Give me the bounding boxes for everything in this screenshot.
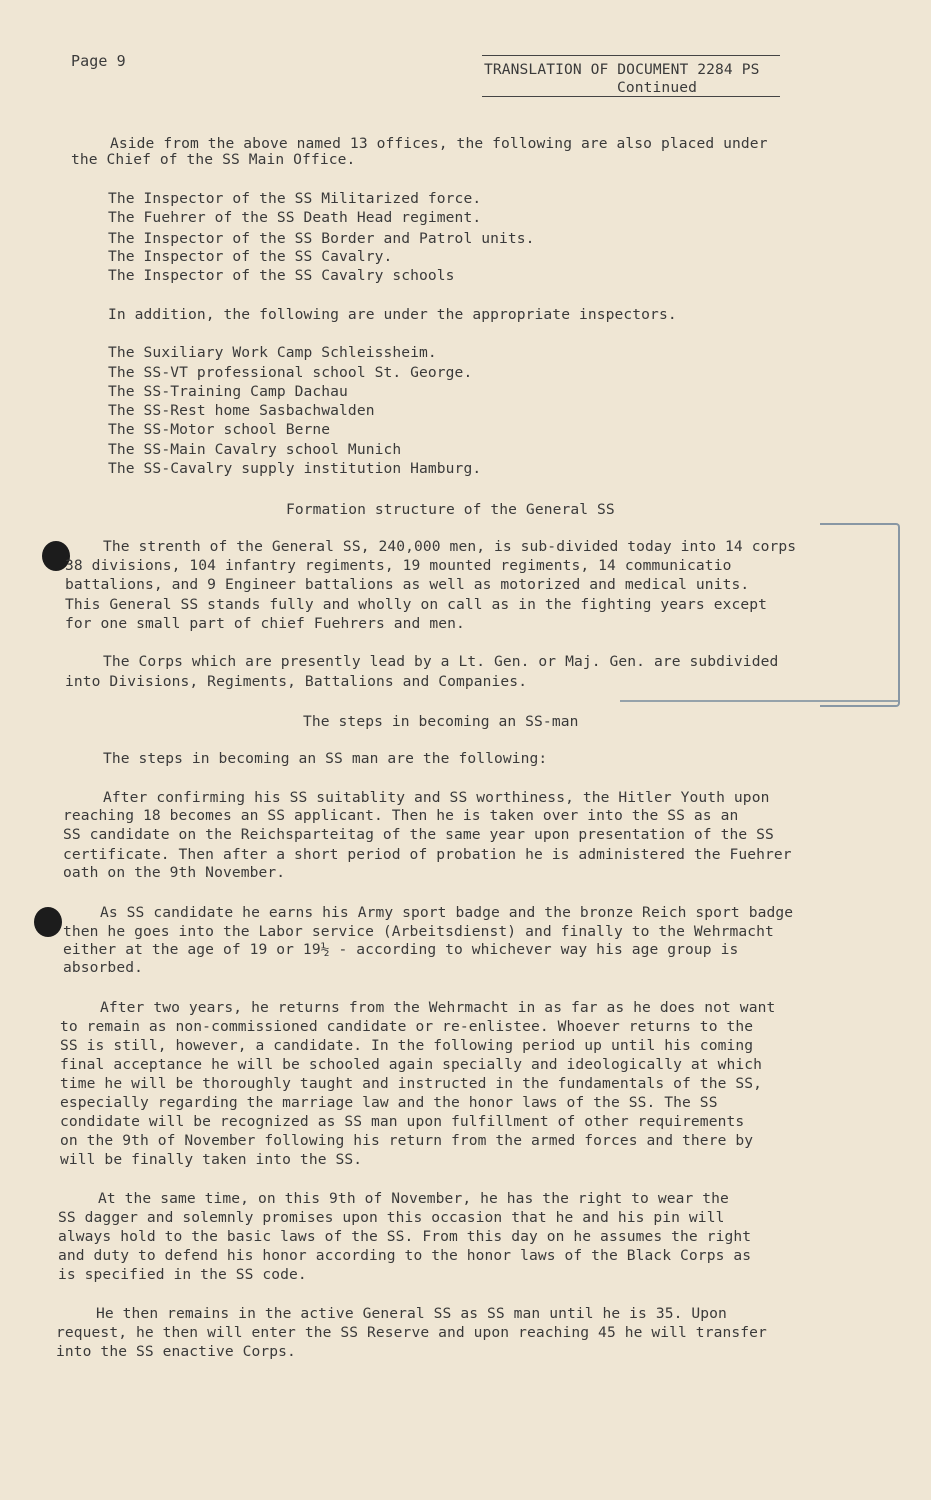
paragraph-line: always hold to the basic laws of the SS. From this day on he assumes the right bbox=[58, 1228, 752, 1245]
paragraph-line: final acceptance he will be schooled again specially and ideologically at which bbox=[60, 1056, 763, 1073]
punch-hole bbox=[34, 907, 62, 937]
paragraph-line: condidate will be recognized as SS man upon fulfillment of other requirements bbox=[60, 1113, 745, 1130]
section-heading: Formation structure of the General SS bbox=[286, 501, 615, 518]
document-title: TRANSLATION OF DOCUMENT 2284 PS bbox=[484, 61, 760, 78]
paragraph-line: especially regarding the marriage law and the honor laws of the SS. The SS bbox=[60, 1094, 718, 1111]
paragraph-line: for one small part of chief Fuehrers and men. bbox=[65, 615, 465, 632]
list-item: The Inspector of the SS Cavalry. bbox=[108, 248, 393, 265]
paragraph-line: The Corps which are presently lead by a Lt. Gen. or Maj. Gen. are subdivided bbox=[103, 653, 779, 670]
paragraph-line: then he goes into the Labor service (Arbeitsdienst) and finally to the Wehrmacht bbox=[63, 923, 774, 940]
paragraph-line: At the same time, on this 9th of November, he has the right to wear the bbox=[98, 1190, 729, 1207]
paragraph-line: and duty to defend his honor according to the honor laws of the Black Corps as bbox=[58, 1247, 752, 1264]
margin-bracket-mark bbox=[820, 523, 900, 707]
paragraph-line: into Divisions, Regiments, Battalions and Companies. bbox=[65, 673, 528, 690]
margin-bracket-underline bbox=[620, 700, 898, 702]
paragraph-line: This General SS stands fully and wholly on call as in the fighting years except bbox=[65, 596, 768, 613]
continued-label: Continued bbox=[617, 79, 697, 96]
paragraph-line: After confirming his SS suitablity and SS worthiness, the Hitler Youth upon bbox=[103, 789, 770, 806]
list-item: The Suxiliary Work Camp Schleissheim. bbox=[108, 344, 437, 361]
paragraph-line: will be finally taken into the SS. bbox=[60, 1151, 363, 1168]
list-item: The Inspector of the SS Cavalry schools bbox=[108, 267, 455, 284]
paragraph-line: oath on the 9th November. bbox=[63, 864, 286, 881]
list-item: The SS-Cavalry supply institution Hamburg. bbox=[108, 460, 482, 477]
list-item: The SS-Training Camp Dachau bbox=[108, 383, 348, 400]
header-rule-bottom bbox=[482, 96, 780, 97]
paragraph-line: After two years, he returns from the Wehrmacht in as far as he does not want bbox=[100, 999, 776, 1016]
paragraph-line: on the 9th of November following his return from the armed forces and there by bbox=[60, 1132, 754, 1149]
list-item: The SS-Rest home Sasbachwalden bbox=[108, 402, 375, 419]
paragraph-line: 38 divisions, 104 infantry regiments, 19 mounted regiments, 14 communicatio bbox=[65, 557, 732, 574]
paragraph-line: reaching 18 becomes an SS applicant. Then he is taken over into the SS as an bbox=[63, 807, 739, 824]
list-item: The SS-VT professional school St. George. bbox=[108, 364, 473, 381]
list-item: The SS-Main Cavalry school Munich bbox=[108, 441, 402, 458]
intro-line: the Chief of the SS Main Office. bbox=[71, 151, 356, 168]
list-item: The Fuehrer of the SS Death Head regiment. bbox=[108, 209, 482, 226]
paragraph-line: battalions, and 9 Engineer battalions as well as motorized and medical units. bbox=[65, 576, 750, 593]
steps-intro: The steps in becoming an SS man are the following: bbox=[103, 750, 548, 767]
list-item: The Inspector of the SS Militarized force. bbox=[108, 190, 482, 207]
paragraph-line: SS is still, however, a candidate. In the following period up until his coming bbox=[60, 1037, 754, 1054]
section-heading: The steps in becoming an SS-man bbox=[303, 713, 579, 730]
page-label: Page 9 bbox=[71, 52, 126, 70]
list-item: The Inspector of the SS Border and Patrol units. bbox=[108, 230, 535, 247]
paragraph-line: He then remains in the active General SS as SS man until he is 35. Upon bbox=[96, 1305, 727, 1322]
inspectors-intro: In addition, the following are under the appropriate inspectors. bbox=[108, 306, 677, 323]
paragraph-line: time he will be thoroughly taught and instructed in the fundamentals of the SS, bbox=[60, 1075, 763, 1092]
header-rule-top bbox=[482, 55, 780, 56]
paragraph-line: either at the age of 19 or 19½ - according to whichever way his age group is bbox=[63, 941, 739, 958]
paragraph-line: request, he then will enter the SS Reserve and upon reaching 45 he will transfer bbox=[56, 1324, 767, 1341]
intro-line: Aside from the above named 13 offices, the following are also placed under bbox=[110, 135, 768, 152]
paragraph-line: SS dagger and solemnly promises upon this occasion that he and his pin will bbox=[58, 1209, 725, 1226]
paragraph-line: is specified in the SS code. bbox=[58, 1266, 307, 1283]
paragraph-line: absorbed. bbox=[63, 959, 143, 976]
paragraph-line: certificate. Then after a short period of probation he is administered the Fuehrer bbox=[63, 846, 792, 863]
paragraph-line: to remain as non-commissioned candidate or re-enlistee. Whoever returns to the bbox=[60, 1018, 754, 1035]
paragraph-line: into the SS enactive Corps. bbox=[56, 1343, 296, 1360]
list-item: The SS-Motor school Berne bbox=[108, 421, 331, 438]
paragraph-line: SS candidate on the Reichsparteitag of the same year upon presentation of the SS bbox=[63, 826, 774, 843]
paragraph-line: As SS candidate he earns his Army sport badge and the bronze Reich sport badge bbox=[100, 904, 794, 921]
paragraph-line: The strenth of the General SS, 240,000 men, is sub-divided today into 14 corps bbox=[103, 538, 797, 555]
